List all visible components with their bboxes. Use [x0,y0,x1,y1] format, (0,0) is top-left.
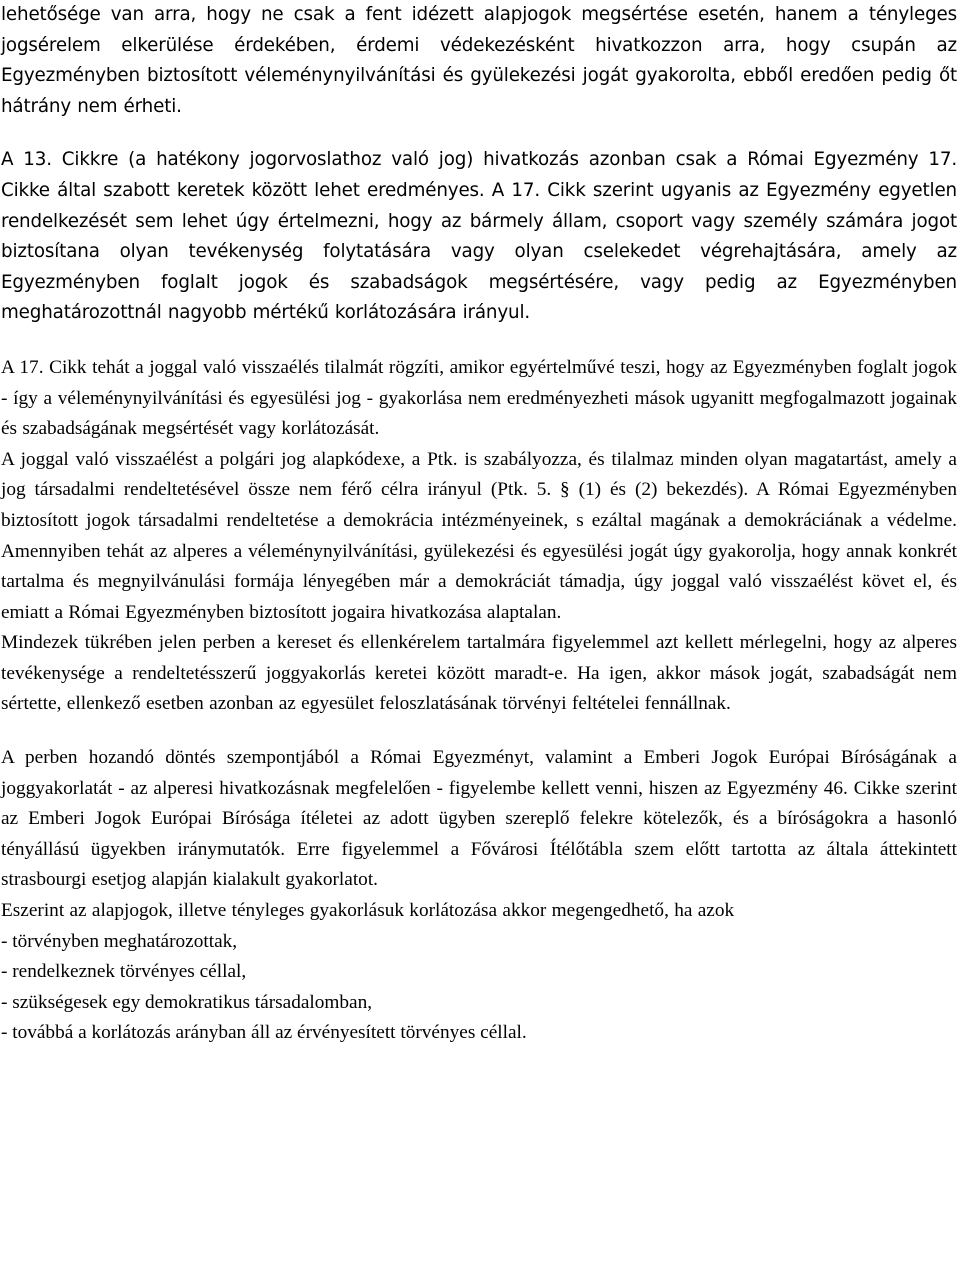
paragraph-civil-code: A joggal való visszaélést a polgári jog alapkódexe, a Ptk. is szabályozza, és tilalmaz minden olyan magatartást, amely a jog társadalmi rendeltetésével össze nem férő célra irányul (Ptk. 5. § (1) és (2) bekezdés). A Római Egyezményben biztosított jogok társadalmi rendeltetése a demokrácia intézményeinek, s ezáltal magának a demokráciának a védelme. Amennyiben tehát az alperes a véleménynyilvánítási, gyülekezési és egyesülési jogát úgy gyakorolja, hogy annak konkrét tartalma és megnyilvánulási formája lényegében már a demokráciát támadja, úgy joggal való visszaélést követ el, és emiatt a Római Egyezményben biztosított jogaira hivatkozása alaptalan. [1,448,957,623]
paragraph-article-13-17: A 13. Cikkre (a hatékony jogorvoslathoz való jog) hivatkozás azonban csak a Római Egyezmény 17. Cikke által szabott keretek között lehet eredményes. A 17. Cikk szerint ugyanis az Egyezmény egyetlen rendelkezését sem lehet úgy értelmezni, hogy az bármely állam, csoport vagy személy számára jogot biztosítana olyan tevékenység folytatására vagy olyan cselekedet végrehajtására, amely az Egyezményben foglalt jogok és szabadságok megsértésére, vagy pedig az Egyezményben meghatározottnál nagyobb mértékű korlátozására irányul. [1,149,957,324]
paragraph-assessment: Mindezek tükrében jelen perben a kereset és ellenkérelem tartalmára figyelemmel azt kellett mérlegelni, hogy az alperes tevékenysége a rendeltetésszerű joggyakorlás keretei között maradt-e. Ha igen, akkor mások jogát, szabadságát nem sértette, ellenkező esetben azonban az egyesület feloszlatásának törvényi feltételei fennállnak. [1,632,957,715]
paragraph-abuse-of-rights: A 17. Cikk tehát a joggal való visszaélés tilalmát rögzíti, amikor egyértelművé teszi, hogy az Egyezményben foglalt jogok - így a véleménynyilvánítási és egyesülési jog - gyakorlása nem eredményezheti mások ugyanitt megfogalmazott jogainak és szabadságának megsértését vagy korlátozását. [1,356,957,440]
paragraph-spacer [1,122,957,145]
paragraph-restriction-conditions: Eszerint az alapjogok, illetve tényleges gyakorlásuk korlátozása akkor megengedhető, ha azok [1,900,735,922]
list-item: - rendelkeznek törvényes céllal, [1,961,247,983]
paragraph-strasbourg-caselaw: A perben hozandó döntés szempontjából a Római Egyezményt, valamint a Emberi Jogok Európai Bíróságának a joggyakorlatát - az alperesi hivatkozásnak megfelelően - figyelembe kellett venni, hiszen az Egyezmény 46. Cikke szerint az Emberi Jogok Európai Bírósága ítéletei az adott ügyben szereplő felekre kötelezők, és a bíróságokra a hasonló tényállású ügyekben iránymutatók. Erre figyelemmel a Fővárosi Ítélőtábla szem előtt tartotta az általa áttekintett strasbourgi esetjog alapján kialakult gyakorlatot. [1,747,957,891]
paragraph-spacer [1,720,957,743]
paragraph-spacer [1,329,957,353]
paragraph-jogsérelem: lehetősége van arra, hogy ne csak a fent idézett alapjogok megsértése esetén, hanem a tényleges jogsérelem elkerülése érdekében, érdemi védekezésként hivatkozzon arra, hogy csupán az Egyezményben biztosított véleménynyilvánítási és gyülekezési jogát gyakorolta, ebből eredően pedig őt hátrány nem érheti. [1,4,957,117]
list-item: - szükségesek egy demokratikus társadalomban, [1,991,373,1013]
conditions-list [1,927,957,1049]
list-item: - törvényben meghatározottak, [1,930,238,952]
list-item: - továbbá a korlátozás arányban áll az érvényesített törvényes céllal. [1,1022,527,1044]
